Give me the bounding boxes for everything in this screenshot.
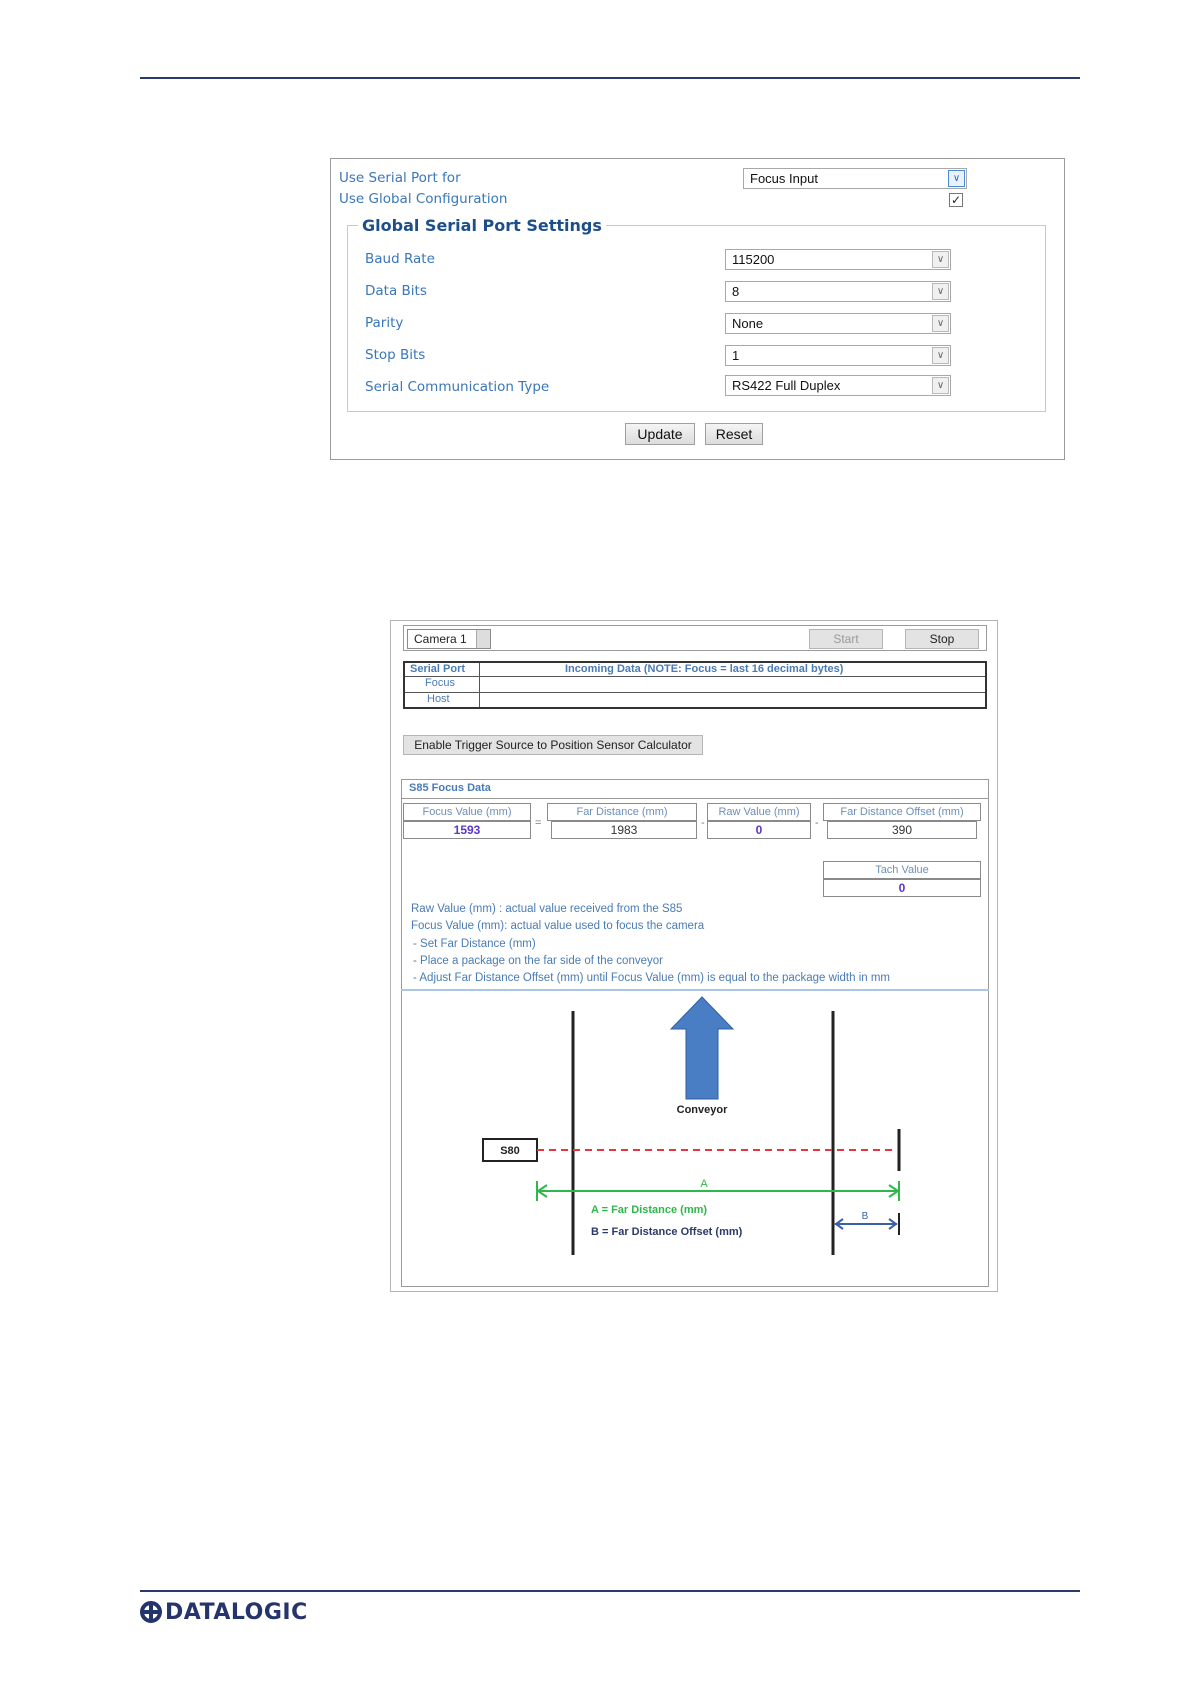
legend-b: B = Far Distance Offset (mm) <box>591 1226 743 1238</box>
focus-calculator-panel <box>390 620 998 1292</box>
tach-value-label: Tach Value <box>823 861 981 879</box>
top-rule <box>140 77 1080 79</box>
conveyor-direction-arrow-icon <box>671 997 733 1099</box>
s85-section-title: S85 Focus Data <box>409 782 491 794</box>
parity-label: Parity <box>365 315 404 331</box>
distance-a-label: A <box>700 1178 708 1190</box>
serial-comm-type-select[interactable] <box>725 375 951 396</box>
note-focus-value: Focus Value (mm): actual value used to focus the camera <box>411 920 705 932</box>
start-button[interactable]: Start <box>809 629 883 649</box>
bottom-rule <box>140 1590 1080 1592</box>
serial-port-header: Serial Port <box>410 663 466 675</box>
far-distance-label: Far Distance (mm) <box>547 803 697 821</box>
s85-section-header <box>401 779 989 799</box>
parity-value: None <box>732 316 764 331</box>
baud-rate-label: Baud Rate <box>365 251 435 267</box>
baud-rate-select[interactable] <box>725 249 951 270</box>
datalogic-logo <box>140 1599 308 1625</box>
global-settings-title: Global Serial Port Settings <box>358 216 606 235</box>
checkmark-icon: ✓ <box>950 193 962 207</box>
minus-sign-2: - <box>815 817 819 829</box>
use-global-config-label: Use Global Configuration <box>339 191 508 207</box>
focus-row-label: Focus <box>425 677 455 689</box>
chevron-down-icon[interactable] <box>476 630 490 648</box>
stop-bits-value: 1 <box>732 348 740 363</box>
stop-button[interactable]: Stop <box>905 629 979 649</box>
data-bits-label: Data Bits <box>365 283 427 299</box>
note-place-package: - Place a package on the far side of the conveyor <box>413 955 663 967</box>
chevron-down-icon[interactable]: ∨ <box>932 283 949 300</box>
focus-value: 1593 <box>403 821 531 839</box>
note-set-far-distance: - Set Far Distance (mm) <box>413 938 536 950</box>
reset-button[interactable]: Reset <box>705 423 763 445</box>
serial-comm-type-value: RS422 Full Duplex <box>732 378 841 393</box>
serial-port-settings-panel <box>330 158 1065 460</box>
far-distance-input[interactable]: 1983 <box>551 821 697 839</box>
minus-sign-1: - <box>701 817 705 829</box>
raw-value-label: Raw Value (mm) <box>707 803 811 821</box>
sensor-label: S80 <box>500 1145 520 1157</box>
serial-comm-type-label: Serial Communication Type <box>365 379 550 395</box>
chevron-down-icon[interactable]: ∨ <box>932 251 949 268</box>
data-bits-value: 8 <box>732 284 740 299</box>
tach-value: 0 <box>823 879 981 897</box>
distance-b-label: B <box>861 1211 869 1222</box>
stop-bits-select[interactable] <box>725 345 951 366</box>
data-bits-select[interactable] <box>725 281 951 302</box>
focus-value-label: Focus Value (mm) <box>403 803 531 821</box>
parity-select[interactable] <box>725 313 951 334</box>
use-serial-port-label: Use Serial Port for <box>339 170 461 186</box>
use-serial-port-value: Focus Input <box>750 171 818 186</box>
equals-sign: = <box>535 817 542 829</box>
note-raw-value: Raw Value (mm) : actual value received from the S85 <box>411 903 683 915</box>
camera-value: Camera 1 <box>414 632 467 646</box>
baud-rate-value: 115200 <box>732 252 775 267</box>
update-button[interactable]: Update <box>625 423 695 445</box>
chevron-down-icon[interactable]: ∨ <box>932 347 949 364</box>
far-offset-input[interactable]: 390 <box>827 821 977 839</box>
chevron-down-icon[interactable]: ∨ <box>948 170 965 187</box>
host-row-label: Host <box>427 693 450 705</box>
use-global-config-checkbox[interactable] <box>949 193 963 207</box>
stop-bits-label: Stop Bits <box>365 347 426 363</box>
datalogic-mark-icon <box>140 1601 162 1623</box>
incoming-data-header: Incoming Data (NOTE: Focus = last 16 decimal bytes) <box>565 663 844 675</box>
incoming-data-table <box>403 661 987 709</box>
raw-value: 0 <box>707 821 811 839</box>
enable-trigger-button[interactable]: Enable Trigger Source to Position Sensor Calculator <box>403 735 703 755</box>
note-adjust-offset: - Adjust Far Distance Offset (mm) until Focus Value (mm) is equal to the package width in mm <box>413 972 890 984</box>
chevron-down-icon[interactable]: ∨ <box>932 377 949 394</box>
use-serial-port-select[interactable] <box>743 168 967 189</box>
logo-text: DATALOGIC <box>165 1599 308 1625</box>
conveyor-label: Conveyor <box>676 1104 728 1116</box>
chevron-down-icon[interactable]: ∨ <box>932 315 949 332</box>
far-offset-label: Far Distance Offset (mm) <box>823 803 981 821</box>
camera-select[interactable] <box>407 629 491 649</box>
legend-a: A = Far Distance (mm) <box>591 1204 708 1216</box>
conveyor-diagram <box>391 991 997 1291</box>
